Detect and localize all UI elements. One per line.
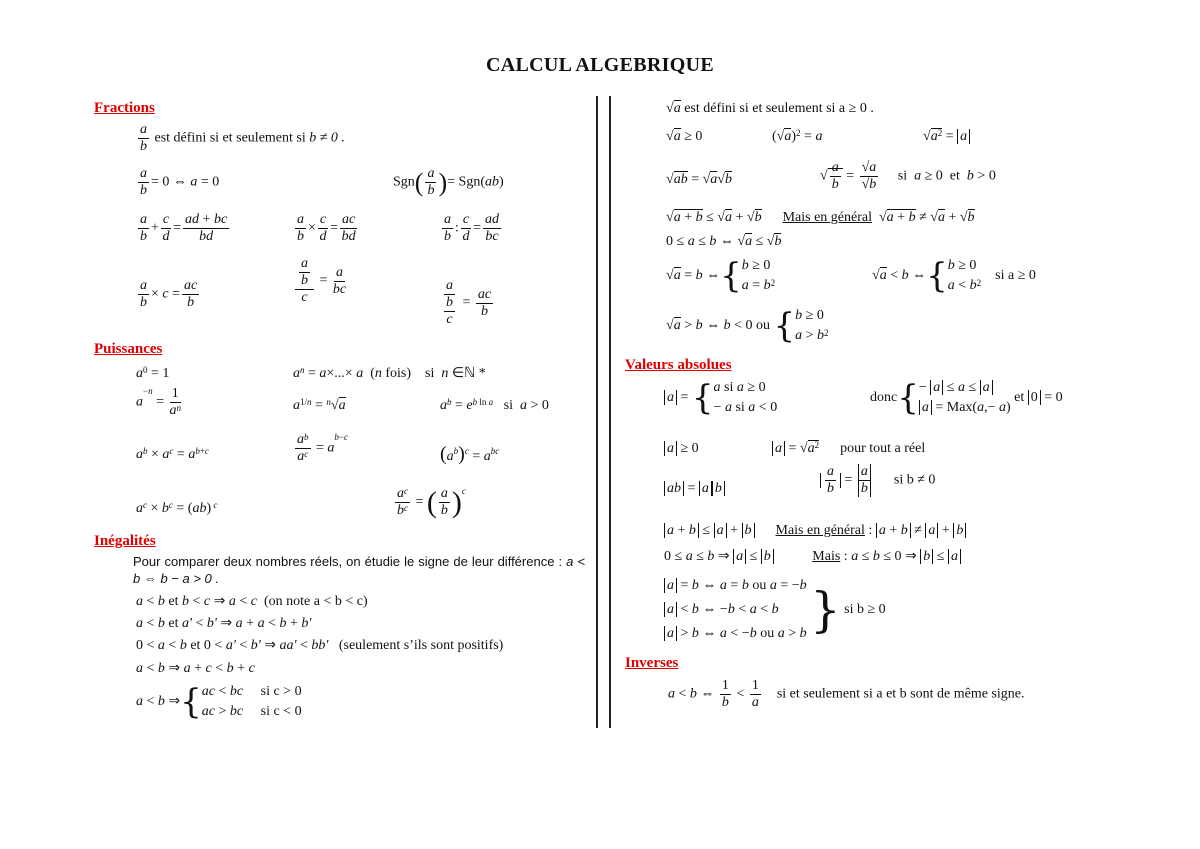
formula-ab-ac: $a^b \times a^c = a^{b+c}$ [136, 446, 209, 462]
formula-frac-division: $\frac{a}{b}$ : $\frac{c}{d}$ = $\frac{ad}{bc}$ [444, 212, 500, 244]
column-divider-left [596, 96, 598, 728]
formula-sqrt-pos: √a ≥ 0 [666, 129, 703, 144]
formula-abs-pos: a ≥ 0 [664, 440, 699, 457]
formula-abs-triangle: a + b ≤ a + b Mais en général : a + b ≠ a + b [664, 522, 966, 539]
formula-abs-quotient: $\frac{a}{b}$ = $\frac{a}{b}$ si b ≠ 0 [820, 464, 935, 497]
formula-transitivity: a < b et b < c ⇒ a < c (on note a < b < c) [136, 594, 368, 609]
page-title: CALCUL ALGEBRIQUE [486, 54, 714, 76]
formula-sum-ineq: a < b et a' < b' ⇒ a + a < b + b' [136, 616, 312, 631]
formula-sqrt-quotient: √ $\frac{a}{b}$ = $\frac{√a}{√b}$ si a ≥ 0 et b > 0 [820, 160, 996, 192]
formula-frac-over-c: $\frac{\frac{a}{b}}{c}$ = $\frac{a}{bc}$ [293, 256, 348, 306]
formula-abs-product: ab = a b [664, 480, 725, 497]
formula-sgn: Sgn( $\frac{a}{b}$ )= Sgn(ab) [393, 166, 504, 198]
formula-frac-times-c: $\frac{a}{b}$ × c = $\frac{ac}{b}$ [140, 278, 198, 310]
formula-a-over-frac: $\frac{a}{\frac{b}{c}}$ = $\frac{ac}{b}$ [446, 278, 492, 327]
formula-an: $a^n = a\times...\times a$ (n fois) si n ∈ℕ * [293, 365, 486, 381]
formula-inverse: a < b ⇔ $\frac{1}{b}$ < $\frac{1}{a}$ si et seulement si a et b sont de même signe. [668, 678, 1025, 710]
formula-frac-sum: $\frac{a}{b}$ + $\frac{c}{d}$ = $\frac{ad + bc}{bd}$ [140, 212, 228, 244]
formula-ac-bc: $a^c \times b^c = (ab)$ $^c$ [136, 500, 218, 516]
formula-abs-donc: donc{ − a ≤ a ≤ a a = Max(a,− a) et 0 = 0 [870, 378, 1063, 418]
formula-frac-product: $\frac{a}{b}$ × $\frac{c}{d}$ = $\frac{ac}{bd}$ [297, 212, 356, 244]
formula-abs-equations: a = b ⇔ a = b ou a = −b a < b ⇔ −b < a < b a > b ⇔ a < −b ou a > b } si b ≥ 0 [664, 574, 886, 646]
formula-pow-pow: $(a^b)^c = a^{bc}$ [440, 443, 500, 465]
formula-abs-monotone: 0 ≤ a ≤ b ⇒ a ≤ b Mais : a ≤ b ≤ 0 ⇒ b ≤ a [664, 548, 961, 565]
formula-abs-sqrt: $a = √a^2$ pour tout a réel [772, 440, 925, 457]
formula-a0: $a^0 = 1$ [136, 365, 170, 381]
formula-sqrt-equal: √a = b ⇔{ b ≥ 0 $a = b^2$ [666, 256, 776, 296]
formula-abs-def: a = { a si a ≥ 0 − a si a < 0 [664, 378, 777, 418]
formula-a-1-over-n: $a^{1/n} = ^n√a$ [293, 397, 346, 413]
sqrt-defined: √a est défini si et seulement si a ≥ 0 . [666, 101, 874, 116]
formula-sqrt-monotone: 0 ≤ a ≤ b ⇔ √a ≤ √b [666, 234, 782, 249]
section-valeurs-absolues: Valeurs absolues [625, 357, 732, 373]
formula-frac-zero: $\frac{a}{b}$ = 0 ⇔ a = 0 [140, 166, 220, 198]
formula-a-neg-n: $a^{-n}$ = $\frac{1}{a^n}$ [136, 386, 181, 418]
formula-sqrt-product: √ab = √a√b [666, 172, 732, 187]
section-fractions: Fractions [94, 100, 155, 116]
formula-a-pow-b: $a^b = e^{b ln a}$ si a > 0 [440, 397, 549, 413]
formula-add-c: a < b ⇒ a + c < b + c [136, 661, 255, 676]
section-inverses: Inverses [625, 655, 679, 671]
formula-ab-over-ac: $\frac{a^b}{a^c}$ = $a^{b-c}$ [297, 432, 348, 464]
column-divider-right [609, 96, 611, 728]
formula-product-ineq: 0 < a < b et 0 < a' < b' ⇒ aa' < bb' (seulement s’ils sont positifs) [136, 638, 504, 653]
formula-sqrt-squared: $(√a)^2 = a$ [772, 128, 823, 144]
formula-frac-defined: $\frac{a}{b}$ est défini si et seulement si b ≠ 0 . [140, 122, 345, 154]
formula-sqrt-sum: √a + b ≤ √a + √b Mais en général √a + b ≠ √a + √b [666, 210, 975, 225]
formula-sqrt-a2: $√a^2 = a$ [923, 128, 970, 145]
section-puissances: Puissances [94, 341, 163, 357]
formula-ac-over-bc: $\frac{a^c}{b^c}$ = ( $\frac{a}{b}$ )$^c$ [397, 486, 466, 519]
section-inegalites: Inégalités [94, 533, 156, 549]
formula-sqrt-greater: √a > b ⇔ b < 0 ou { b ≥ 0 $a > b^2$ [666, 306, 829, 346]
formula-mult-c: a < b ⇒{ ac < bc si c > 0 ac > bc si c < 0 [136, 682, 302, 722]
formula-sqrt-less: √a < b ⇔{ b ≥ 0 $a < b^2$ si a ≥ 0 [872, 256, 1036, 296]
ineq-intro: Pour comparer deux nombres réels, on étudie le signe de leur différence : a < b ⇔ b − a > 0 . [133, 554, 585, 586]
